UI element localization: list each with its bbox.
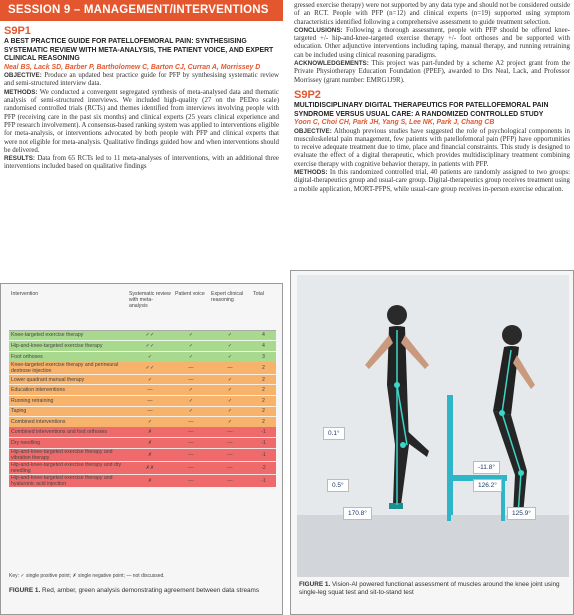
- angle-label: 170.8°: [343, 507, 372, 520]
- table-row: [9, 341, 276, 352]
- patient-voice-cell: —: [173, 362, 209, 375]
- total-cell: 2: [251, 362, 276, 375]
- table-row: [9, 362, 276, 375]
- table-row: [9, 474, 276, 487]
- expert-reasoning-cell: ✓: [209, 395, 251, 406]
- total-cell: -1: [251, 427, 276, 438]
- expert-reasoning-cell: —: [209, 427, 251, 438]
- acknowledgements-label: ACKNOWLEDGEMENTS:: [294, 60, 369, 68]
- methods-text: We conducted a convergent segregated synthesis of meta-analysed data and thematic analysis of semi-structured interviews. We included high-quality (27 on the PEDro scale) randomised controlled trials (RCTs) and themes identified from interviews involving people with PFP (receiving care in the past six months) and clinical experts (25 years clinical experience and PFP research involvement). A consensus-based ranking system was applied to interventions eligible for meta-analysis, or interventions advocated by both people with PFP and clinical experts that were not eligible for meta-analysis. Qualitative findings guided how and when interventions should be delivered.: [4, 88, 279, 154]
- expert-reasoning-cell: —: [209, 461, 251, 474]
- abstract-2-methods-text: In this randomized controlled trial, 40 patients are randomly assigned to two groups: digital-therapeutics group and usual-care group. Digital-therapeutics group receives treatment using a mobile application, MORT-PFPS, while usual-care group receives in-person exercise education.: [294, 169, 570, 193]
- intervention-cell: Dry needling: [9, 438, 127, 449]
- figure-vision-ai: [290, 270, 574, 615]
- patient-voice-cell: —: [173, 461, 209, 474]
- angle-label: 0.5°: [327, 479, 349, 492]
- expert-reasoning-cell: —: [209, 474, 251, 487]
- systematic-review-cell: ✓✓: [127, 341, 173, 352]
- intervention-cell: Combined interventions and foot orthoses: [9, 427, 127, 438]
- intervention-cell: Running retraining: [9, 395, 127, 406]
- total-cell: 3: [251, 351, 276, 362]
- intervention-cell: Knee-targeted exercise therapy: [9, 330, 127, 341]
- systematic-review-cell: —: [127, 385, 173, 396]
- total-cell: 4: [251, 330, 276, 341]
- patient-voice-cell: ✓: [173, 406, 209, 417]
- table-row: [9, 330, 276, 341]
- patient-voice-cell: —: [173, 438, 209, 449]
- table-key: Key: ✓ single positive point; ✗ single negative point; — not discussed.: [9, 573, 165, 579]
- total-cell: -1: [251, 438, 276, 449]
- table-row: [9, 438, 276, 449]
- results-label: RESULTS:: [4, 155, 36, 163]
- pose-illustration: [297, 275, 569, 577]
- table-row: [9, 427, 276, 438]
- acknowledgements-paragraph: [294, 60, 570, 85]
- right-column: [290, 0, 574, 615]
- figure-2-caption: [299, 581, 567, 597]
- total-cell: 2: [251, 395, 276, 406]
- expert-reasoning-cell: —: [209, 362, 251, 375]
- total-cell: 4: [251, 341, 276, 352]
- systematic-review-cell: ✓✓: [127, 330, 173, 341]
- patient-voice-cell: ✓: [173, 351, 209, 362]
- patient-voice-cell: —: [173, 448, 209, 461]
- abstract-2-objective: [294, 128, 570, 169]
- intervention-cell: Taping: [9, 406, 127, 417]
- systematic-review-cell: ✓: [127, 417, 173, 428]
- expert-reasoning-cell: ✓: [209, 406, 251, 417]
- figure-1-caption-label: FIGURE 1.: [9, 587, 41, 594]
- total-cell: 2: [251, 406, 276, 417]
- patient-voice-cell: —: [173, 417, 209, 428]
- methods-paragraph: [4, 89, 279, 155]
- figure-1-rag-table: [0, 283, 283, 615]
- expert-reasoning-cell: —: [209, 448, 251, 461]
- systematic-review-cell: ✗: [127, 427, 173, 438]
- expert-reasoning-cell: ✓: [209, 330, 251, 341]
- table-row: [9, 448, 276, 461]
- angle-label: -11.8°: [473, 461, 500, 474]
- table-row: [9, 461, 276, 474]
- continued-results-text: gressed exercise therapy) were not supported by any data type and should not be considered outside of an RCT. People with PFP (n=12) and clinical experts (n=19) supported using symptom characteristics identified following a comprehensive assessment to guide treatment selection.: [294, 2, 570, 26]
- abstract-authors: Neal BS, Lack SD, Barber P, Bartholomew C, Barton CJ, Curran A, Morrissey D: [4, 63, 261, 71]
- expert-reasoning-cell: ✓: [209, 341, 251, 352]
- figure-1-caption: [9, 587, 271, 595]
- abstract-title: A BEST PRACTICE GUIDE FOR PATELLOFEMORAL PAIN: SYNTHESISING SYSTEMATIC REVIEW WITH META-ANALYSIS, THE PATIENT VOICE, AND EXPERT CLINICAL REASONING: [4, 38, 274, 63]
- objective-text: Produce an updated best practice guide for PFP by synthesising systematic review and semi-structured interview data.: [4, 72, 279, 88]
- abstract-2-objective-label: OBJECTIVE:: [294, 127, 332, 135]
- acknowledgements-text: This project was part-funded by a scheme A2 project grant from the Private Physiotherapy Education Foundation (PPEF), awarded to Drs Neal, Lack, and Professor Morrissey (grant number: EMRG1J9R).: [294, 60, 570, 84]
- vision-ai-photo: [297, 275, 569, 577]
- header-intervention: Intervention: [9, 290, 127, 330]
- total-cell: 2: [251, 417, 276, 428]
- abstract-2-methods-label: METHODS:: [294, 169, 328, 177]
- abstract-2-id: S9P2: [294, 88, 321, 101]
- expert-reasoning-cell: —: [209, 438, 251, 449]
- conclusions-paragraph: [294, 27, 570, 60]
- methods-label: METHODS:: [4, 88, 38, 96]
- intervention-cell: Combined interventions: [9, 417, 127, 428]
- patient-voice-cell: ✓: [173, 330, 209, 341]
- figure-1-caption-text: Red, amber, green analysis demonstrating agreement between data streams: [40, 587, 260, 594]
- intervention-cell: Hip-and-knee-targeted exercise therapy: [9, 341, 127, 352]
- patient-voice-cell: ✓: [173, 341, 209, 352]
- figure-2-caption-label: FIGURE 1.: [299, 581, 331, 588]
- systematic-review-cell: ✓✓: [127, 362, 173, 375]
- patient-voice-cell: ✓: [173, 385, 209, 396]
- angle-label: 0.1°: [323, 427, 345, 440]
- conclusions-label: CONCLUSIONS:: [294, 26, 343, 34]
- intervention-cell: Lower quadrant manual therapy: [9, 374, 127, 385]
- conclusions-text: Following a thorough assessment, people with PFP should be offered knee-targeted +/- hip-and-knee-targeted exercise therapy +/- foot orthoses and be supported with education. Other adjunctive interventions including taping, manual therapy, and running retraining can be included using clinical reasoning paradigms.: [294, 26, 570, 59]
- systematic-review-cell: ✗: [127, 474, 173, 487]
- table-row: [9, 374, 276, 385]
- abstract-2-objective-text: Although previous studies have suggested the role of psychological components in musculoskeletal pain management, few patients with patellofemoral pain (PFP) have opportunities to receive adequate treatment due to time, place and financial constraints. This study is designed to evaluate the effect of a digital therapeutic, which provides multidisciplinary treatment combining exercise therapy with cognitive behavior therapy, in patients with PFP.: [294, 127, 570, 168]
- angle-label: 125.9°: [507, 507, 536, 520]
- total-cell: -1: [251, 448, 276, 461]
- total-cell: 2: [251, 374, 276, 385]
- figure-2-caption-text: Vision-AI powered functional assessment of muscles around the knee joint using single-leg squat test and sit-to-stand test: [299, 581, 560, 596]
- systematic-review-cell: ✗: [127, 448, 173, 461]
- table-row: [9, 351, 276, 362]
- systematic-review-cell: ✗: [127, 438, 173, 449]
- table-row: [9, 385, 276, 396]
- abstract-id: S9P1: [4, 25, 31, 37]
- intervention-cell: Hip-and-knee-targeted exercise therapy and vibration therapy: [9, 448, 127, 461]
- table-row: [9, 395, 276, 406]
- patient-voice-cell: —: [173, 427, 209, 438]
- objective-paragraph: [4, 72, 279, 89]
- expert-reasoning-cell: ✓: [209, 351, 251, 362]
- total-cell: -2: [251, 461, 276, 474]
- table-row: [9, 417, 276, 428]
- expert-reasoning-cell: ✓: [209, 374, 251, 385]
- header-total: Total: [251, 290, 276, 330]
- expert-reasoning-cell: ✓: [209, 385, 251, 396]
- rag-table: [9, 290, 276, 487]
- header-patient-voice: Patient voice: [173, 290, 209, 330]
- header-systematic-review: Systematic review with meta-analysis: [127, 290, 173, 330]
- systematic-review-cell: ✗✗: [127, 461, 173, 474]
- results-paragraph: [4, 155, 279, 172]
- intervention-cell: Knee-targeted exercise therapy and perineural dextrose injection: [9, 362, 127, 375]
- intervention-cell: Education interventions: [9, 385, 127, 396]
- abstract-2-methods: [294, 169, 570, 194]
- expert-reasoning-cell: ✓: [209, 417, 251, 428]
- patient-voice-cell: ✓: [173, 395, 209, 406]
- abstract-2-title: MULTIDISCIPLINARY DIGITAL THERAPEUTICS FOR PATELLOFEMORAL PAIN SYNDROME VERSUS USUAL CARE: A RANDOMIZED CONTROLLED STUDY: [294, 101, 549, 118]
- total-cell: 2: [251, 385, 276, 396]
- angle-label: 126.2°: [473, 479, 502, 492]
- table-header-row: [9, 290, 276, 330]
- header-expert-clinical: Expert clinical reasoning: [209, 290, 251, 330]
- intervention-cell: Foot orthoses: [9, 351, 127, 362]
- patient-voice-cell: —: [173, 374, 209, 385]
- objective-label: OBJECTIVE:: [4, 72, 42, 80]
- abstract-2-authors: Yoon C, Choi CH, Park JH, Yang S, Lee NK, Park J, Chang CB: [294, 119, 495, 127]
- patient-voice-cell: —: [173, 474, 209, 487]
- systematic-review-cell: —: [127, 395, 173, 406]
- systematic-review-cell: —: [127, 406, 173, 417]
- total-cell: -1: [251, 474, 276, 487]
- systematic-review-cell: ✓: [127, 374, 173, 385]
- systematic-review-cell: ✓: [127, 351, 173, 362]
- intervention-cell: Hip-and-knee-targeted exercise therapy and dry needling: [9, 461, 127, 474]
- results-text: Data from 65 RCTs led to 11 meta-analyses of interventions, with an additional three interventions included based on qualitative findings: [4, 155, 279, 171]
- intervention-cell: Hip-and-knee-targeted exercise therapy and hyaluronic acid injection: [9, 474, 127, 487]
- left-column: [0, 0, 283, 615]
- session-header: SESSION 9 – MANAGEMENT/INTERVENTIONS: [0, 0, 283, 21]
- table-row: [9, 406, 276, 417]
